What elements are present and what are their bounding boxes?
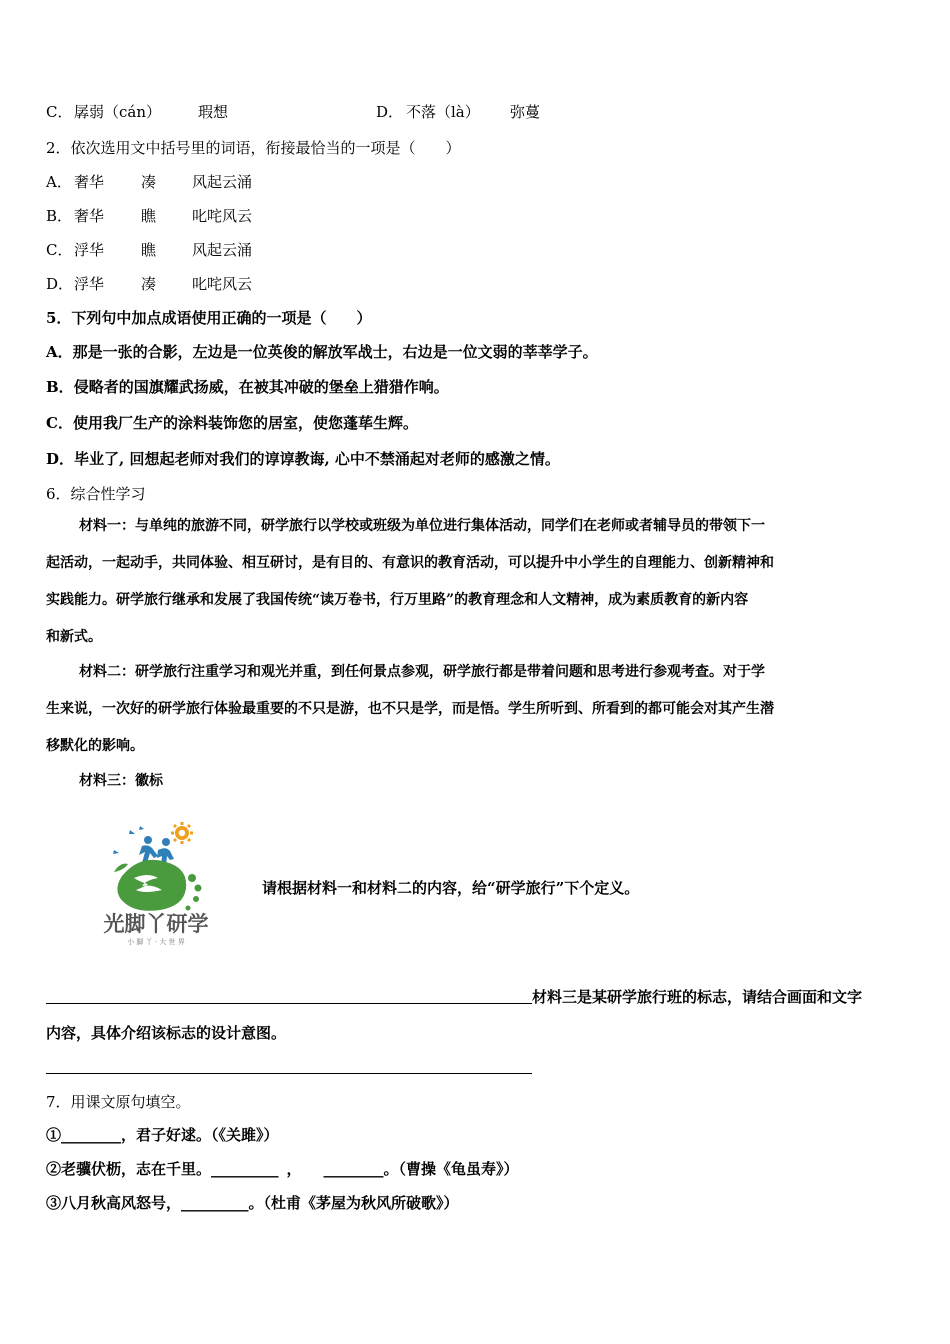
option-marker: A．	[46, 173, 72, 191]
q7-item-2	[46, 1159, 519, 1179]
option-marker: D．	[46, 450, 75, 468]
option-word: 瞧	[141, 241, 157, 259]
material-line: 起活动，一起动手，共同体验、相互研讨，是有目的、有意识的教育活动，可以提升中小学生的自理能力、创新精神和	[46, 555, 774, 571]
q6-title: 6．综合性学习	[46, 485, 146, 503]
option-word: 风起云涌	[192, 241, 253, 259]
prompt-definition: 请根据材料一和材料二的内容，给“研学旅行”下个定义。	[262, 879, 640, 897]
option-word: 瞧	[141, 207, 157, 225]
option-marker: B．	[46, 207, 73, 225]
option-word: 叱咤风云	[192, 207, 253, 225]
fill-blank[interactable]: _________	[211, 1160, 279, 1178]
item-separator: ，	[286, 1160, 302, 1178]
option-word: 风起云涌	[192, 173, 253, 191]
bird-icon	[129, 830, 135, 834]
option-word: 浮华	[74, 241, 105, 259]
material-3-label: 材料三：徽标	[79, 773, 163, 789]
option-word: 奢华	[74, 173, 105, 191]
item-marker: ①	[46, 1126, 62, 1144]
option-word: 奢华	[74, 207, 105, 225]
option-word: 凑	[141, 173, 157, 191]
bird-icon	[113, 850, 119, 854]
option-marker: D．	[46, 275, 74, 293]
logo-graphic	[100, 820, 212, 915]
fill-blank[interactable]: ________	[61, 1126, 122, 1144]
option-marker: A．	[46, 343, 73, 361]
q5-option-b	[46, 377, 449, 397]
q7-item-1	[46, 1125, 279, 1145]
material-line: 移默化的影响。	[46, 738, 144, 754]
item-marker: ②	[46, 1160, 62, 1178]
option-word: 叱咤风云	[192, 275, 253, 293]
q6-material-1	[46, 508, 906, 656]
fill-blank[interactable]: ________	[323, 1160, 384, 1178]
bird-icon	[139, 826, 144, 830]
option-word: 浮华	[74, 275, 105, 293]
option-marker: C．	[46, 103, 73, 121]
q5-stem: 5．下列句中加点成语使用正确的一项是（ ）	[46, 309, 372, 327]
option-text: 那是一张的合影，左边是一位英俊的解放军战士，右边是一位文弱的莘莘学子。	[72, 343, 598, 361]
answer-line[interactable]	[46, 1073, 532, 1074]
logo-subtitle: 小 脚 丫 · 大 世 界	[127, 938, 185, 946]
option-marker: B．	[46, 378, 74, 396]
q7-item-3	[46, 1193, 459, 1213]
q5-option-c	[46, 413, 418, 433]
option-marker: C．	[46, 414, 73, 432]
option-marker: C．	[46, 241, 73, 259]
material-line: 实践能力。研学旅行继承和发展了我国传统“读万卷书，行万里路”的教育理念和人文精神，成为素质教育的新内容	[46, 592, 749, 608]
prompt-logo-line2: 内容，具体介绍该标志的设计意图。	[46, 1024, 287, 1042]
material-line: 材料二：研学旅行注重学习和观光并重，到任何景点参观，研学旅行都是带着问题和思考进行参观考查。对于学	[79, 664, 765, 680]
study-tour-logo	[100, 820, 212, 950]
option-word: 弥蔓	[510, 103, 541, 121]
option-text: 侵略者的国旗耀武扬威，在被其冲破的堡垒上猎猎作响。	[73, 378, 449, 396]
item-text: 。（曹操《龟虽寿》）	[383, 1160, 519, 1178]
sun-icon	[171, 822, 193, 844]
item-text: 八月秋高风怒号，	[61, 1194, 182, 1212]
option-word: 瑕想	[198, 103, 229, 121]
item-marker: ③	[46, 1194, 62, 1212]
item-text: 。（杜甫《茅屋为秋风所破歌》）	[248, 1194, 459, 1212]
option-word: 凑	[141, 275, 157, 293]
option-text: 毕业了, 回想起老师对我们的谆谆教诲, 心中不禁涌起对老师的感激之情。	[74, 450, 560, 468]
logo-title: 光脚丫研学	[103, 912, 209, 936]
q5-option-d	[46, 449, 560, 469]
q6-material-2	[46, 654, 906, 765]
material-line: 生来说，一次好的研学旅行体验最重要的不只是游，也不只是学，而是悟。学生所听到、所看到的都可能会对其产生潜	[46, 701, 774, 717]
green-hill-icon	[114, 860, 202, 911]
fill-blank[interactable]: _________	[181, 1194, 249, 1212]
item-text: 老骥伏枥，志在千里。	[61, 1160, 212, 1178]
q2-stem: 2．依次选用文中括号里的词语，衔接最恰当的一项是（ ）	[46, 139, 461, 157]
q7-title: 7．用课文原句填空。	[46, 1093, 191, 1111]
option-text: 使用我厂生产的涂料装饰您的居室，使您蓬荜生辉。	[72, 414, 418, 432]
option-marker: D．	[376, 103, 404, 121]
q5-option-a	[46, 342, 598, 362]
material-line: 材料一：与单纯的旅游不同，研学旅行以学校或班级为单位进行集体活动，同学们在老师或者辅导员的带领下一	[79, 518, 765, 534]
material-line: 和新式。	[46, 629, 102, 645]
option-word: 不落（là）	[406, 103, 480, 121]
option-word: 孱弱（cán）	[74, 103, 162, 121]
answer-line[interactable]	[46, 1003, 532, 1004]
item-text: ，君子好逑。（《关雎》）	[121, 1126, 279, 1144]
prompt-logo-line1: 材料三是某研学旅行班的标志，请结合画面和文字	[532, 988, 863, 1006]
